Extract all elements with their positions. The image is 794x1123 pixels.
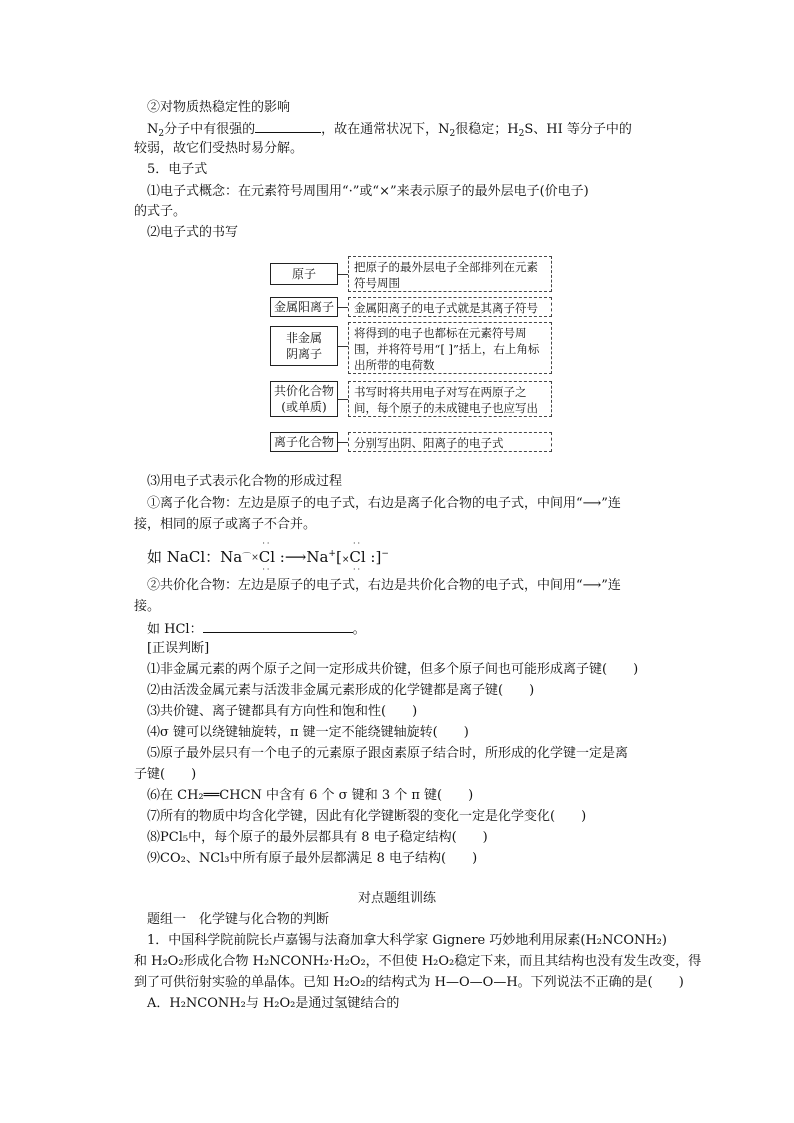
hcl-line (147, 618, 674, 640)
question-1-line-3: 到了可供衍射实验的单晶体。已知 H₂O₂的结构式为 H—O—O—H。下列说法不正确的是( ) (134, 975, 684, 990)
judgement-title: [正误判断] (147, 641, 210, 656)
diagram-right-covalent: 书写时将共用电子对写在两原子之间，每个原子的未成键电子也应写出 (348, 381, 552, 417)
practice-group: 题组一 化学键与化合物的判断 (147, 912, 330, 927)
judgement-item-3: ⑶共价键、离子键都具有方向性和饱和性( ) (147, 704, 418, 719)
connector (338, 307, 348, 308)
covalent-line-2: 接。 (134, 599, 161, 614)
diagram-left-covalent: 共价化合物 (或单质) (270, 381, 338, 417)
nacl-formation-equation: 如 NaCl：Na⌒× ·· Cl ·· :⟶Na+[× ·· Cl ·· :]− (147, 539, 389, 574)
chlorine-electron-dots: ·· Cl ·· (258, 539, 276, 574)
diagram-left-ionic-compound: 离子化合物 (270, 432, 338, 452)
diagram-left-nonmetal-anion: 非金属 阴离子 (270, 326, 338, 366)
writing-heading: ⑵电子式的书写 (147, 225, 239, 240)
judgement-item-1: ⑴非金属元素的两个原子之间一定形成共价键，但多个原子间也可能形成离子键( ) (147, 662, 639, 677)
connector (338, 346, 348, 347)
judgement-item-8: ⑻PCl₅中，每个原子的最外层都具有 8 电子稳定结构( ) (147, 830, 488, 845)
hcl-prefix: 如 HCl： (147, 622, 203, 637)
text-fragment: ，故在通常状况下，N (321, 122, 450, 137)
bracket-open: [ (335, 548, 342, 566)
connector (338, 399, 348, 400)
chloride-symbol: Cl (349, 548, 366, 566)
text-fragment: S、HI 等分子中的 (524, 122, 632, 137)
judgement-item-5-cont: 子键( ) (134, 767, 197, 782)
judgement-item-5: ⑸原子最外层只有一个电子的元素原子跟卤素原子结合时，所形成的化学键一定是离 (147, 746, 629, 761)
diagram-left-metal-cation: 金属阳离子 (270, 297, 338, 317)
subscript: 2 (158, 129, 165, 139)
formula-prefix: 如 NaCl：Na (147, 548, 243, 566)
charge-plus: + (328, 549, 336, 559)
judgement-item-7: ⑺所有的物质中均含化学键，因此有化学键断裂的变化一定是化学变化( ) (147, 809, 587, 824)
diagram-right-ionic-compound: 分别写出阴、阳离子的电子式 (348, 432, 552, 452)
text-fragment: 分子中有很强的 (164, 122, 256, 137)
practice-title: 对点题组训练 (357, 891, 436, 906)
answer-blank[interactable] (255, 118, 321, 133)
reaction-arrow: ⟶Na (284, 548, 329, 566)
judgement-item-9: ⑼CO₂、NCl₃中所有原子最外层都满足 8 电子结构( ) (147, 851, 478, 866)
diagram-right-nonmetal-anion: 将得到的电子也都标在元素符号周围，并将符号用“[ ]”括上，右上角标出所带的电荷数 (348, 322, 552, 374)
thermal-line-2: 较弱，故它们受热时易分解。 (134, 141, 304, 156)
judgement-item-2: ⑵由活泼金属元素与活泼非金属元素形成的化学键都是离子键( ) (147, 683, 535, 698)
text-fragment: N (147, 122, 159, 137)
diagram-left-atom: 原子 (270, 263, 338, 285)
bracket-close: ] (375, 548, 382, 566)
subscript: 2 (518, 129, 525, 139)
connector (338, 442, 348, 443)
question-1-line-2: 和 H₂O₂形成化合物 H₂NCONH₂·H₂O₂，不但使 H₂O₂稳定下来，而且其结构也没有发生改变，得 (134, 954, 702, 969)
section5-title: 5．电子式 (147, 162, 208, 177)
chlorine-symbol: Cl (258, 548, 276, 566)
connector (338, 274, 348, 275)
question-1-line-1: 1．中国科学院前院长卢嘉锡与法裔加拿大科学家 Gignere 巧妙地利用尿素(H₂NCONH₂) (147, 933, 667, 948)
diagram-right-atom: 把原子的最外层电子全部排列在元素符号周围 (348, 256, 552, 292)
subscript: 2 (449, 129, 456, 139)
judgement-item-6: ⑹在 CH₂══CHCN 中含有 6 个 σ 键和 3 个 π 键( ) (147, 788, 474, 803)
charge-minus: − (381, 549, 389, 559)
thermal-heading: ②对物质热稳定性的影响 (147, 100, 291, 115)
covalent-line-1: ②共价化合物：左边是原子的电子式，右边是共价化合物的电子式，中间用“⟶”连 (147, 578, 621, 593)
concept-line-1: ⑴电子式概念：在元素符号周围用“·”或“×”来表示原子的最外层电子(价电子) (147, 184, 589, 199)
judgement-item-4: ⑷σ 键可以绕键轴旋转，π 键一定不能绕键轴旋转( ) (147, 725, 469, 740)
ionic-line-1: ①离子化合物：左边是原子的电子式，右边是离子化合物的电子式，中间用“⟶”连 (147, 496, 621, 511)
text-fragment: 很稳定；H (455, 122, 519, 137)
ionic-line-2: 接，相同的原子或离子不合并。 (134, 517, 317, 532)
option-a[interactable]: A．H₂NCONH₂与 H₂O₂是通过氢键结合的 (147, 996, 400, 1011)
diagram-right-metal-cation: 金属阳离子的电子式就是其离子符号 (348, 297, 552, 317)
formation-heading: ⑶用电子式表示化合物的形成过程 (147, 474, 343, 489)
hcl-answer-blank[interactable] (203, 618, 353, 633)
concept-line-2: 的式子。 (134, 204, 187, 219)
chloride-electron-dots: ·· Cl ·· (349, 539, 366, 574)
hcl-suffix: 。 (352, 622, 366, 637)
